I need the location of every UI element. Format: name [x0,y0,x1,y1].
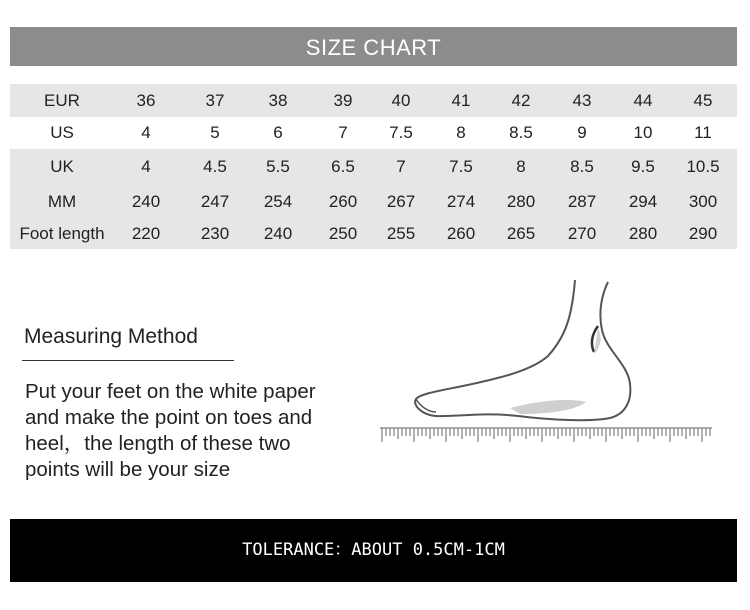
measuring-method-divider [22,360,234,361]
row-label: US [50,123,74,142]
size-cell: 274 [446,191,476,211]
tolerance-banner [10,519,737,582]
size-cell: 280 [506,191,536,211]
instruction-line: points will be your size [25,458,231,481]
size-cell: 7.5 [389,123,413,142]
size-cell: 270 [567,224,597,243]
size-cell: 37 [205,90,225,110]
size-cell: 230 [200,224,230,243]
size-cell: 8 [456,123,466,142]
row-label: MM [47,191,77,211]
size-cell: 280 [628,224,658,243]
size-cell: 300 [688,191,718,211]
size-row-us [10,117,737,149]
size-chart-title: SIZE CHART [305,35,442,60]
size-cell: 7.5 [449,156,473,176]
size-cell: 8 [516,156,526,176]
size-cell: 7 [396,156,406,176]
size-row-eur [10,84,737,117]
row-label: EUR [44,90,80,110]
size-cell: 36 [136,90,156,110]
size-cell: 38 [268,90,288,110]
size-chart-title-bar [10,27,737,66]
size-cell: 45 [693,90,713,110]
size-cell: 44 [633,90,653,110]
size-cell: 9 [577,123,587,142]
tolerance-text: TOLERANCE：ABOUT 0.5CM-1CM [242,540,505,560]
size-cell: 254 [263,191,293,211]
instruction-line: and make the point on toes and [25,406,313,429]
row-label: UK [50,156,74,176]
size-cell: 6.5 [331,156,355,176]
size-cell: 4 [141,156,151,176]
size-cell: 9.5 [631,156,655,176]
size-cell: 250 [328,224,358,243]
size-cell: 247 [200,191,230,211]
size-cell: 41 [451,90,471,110]
size-cell: 8.5 [570,156,594,176]
size-cell: 260 [328,191,358,211]
size-cell: 294 [628,191,658,211]
size-cell: 255 [386,224,416,243]
size-cell: 265 [506,224,536,243]
size-cell: 8.5 [509,123,533,142]
size-table [10,84,737,249]
instruction-line: heel，the length of these two [25,432,291,455]
size-cell: 5 [210,123,220,142]
size-cell: 290 [688,224,718,243]
measuring-method-title: Measuring Method [24,325,198,348]
size-cell: 10.5 [686,156,720,176]
size-cell: 4.5 [203,156,227,176]
size-cell: 4 [141,123,151,142]
size-cell: 240 [131,191,161,211]
size-row-mm [10,184,737,219]
instruction-line: Put your feet on the white paper [25,380,316,403]
row-label: Foot length [19,224,105,243]
foot-measurement-illustration [370,276,720,461]
size-cell: 10 [633,123,653,142]
size-cell: 220 [131,224,161,243]
size-cell: 5.5 [266,156,290,176]
size-cell: 267 [386,191,416,211]
measuring-method-instructions [25,379,365,483]
size-cell: 42 [511,90,531,110]
size-cell: 6 [273,123,283,142]
size-cell: 39 [333,90,353,110]
size-cell: 43 [572,90,592,110]
size-row-uk [10,149,737,184]
size-cell: 11 [694,123,712,142]
size-row-foot-length [10,219,737,249]
size-cell: 240 [263,224,293,243]
size-cell: 40 [391,90,411,110]
size-cell: 287 [567,191,597,211]
size-cell: 7 [338,123,348,142]
size-cell: 260 [446,224,476,243]
